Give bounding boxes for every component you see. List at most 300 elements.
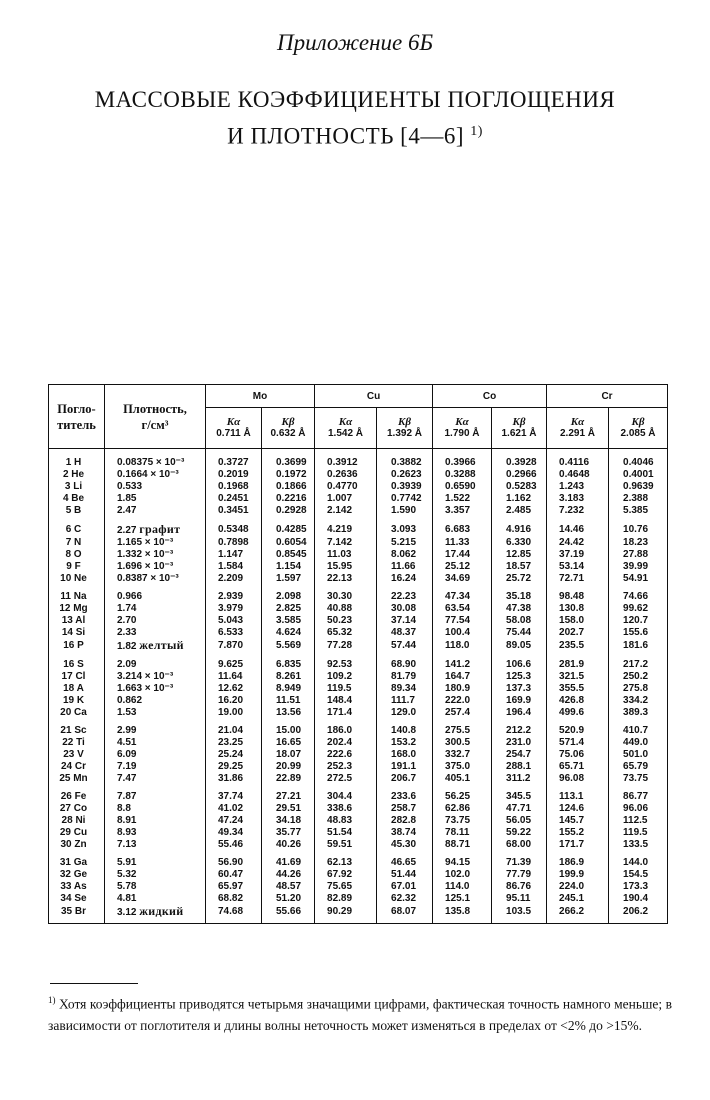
coefficient-cell: 145.7 — [547, 815, 609, 827]
coefficient-cell: 18.23 — [609, 537, 668, 549]
coefficient-cell: 73.75 — [609, 773, 668, 785]
table-row — [49, 615, 668, 627]
line-label: Kα — [455, 416, 469, 428]
coefficient-cell: 0.2019 — [206, 469, 262, 481]
density-value: 1.85 — [117, 493, 137, 504]
coefficient-cell: 206.2 — [609, 905, 668, 924]
density-cell — [105, 707, 206, 719]
density-value: 1.696 × 10⁻³ — [117, 561, 174, 572]
absorber-cell: 24 Cr — [49, 761, 105, 773]
table-row — [49, 505, 668, 517]
coefficient-cell: 102.0 — [433, 869, 492, 881]
density-value: 1.53 — [117, 707, 137, 718]
coefficient-cell: 571.4 — [547, 737, 609, 749]
coefficient-cell: 86.76 — [492, 881, 547, 893]
coefficient-cell: 34.18 — [262, 815, 315, 827]
coefficient-cell: 5.215 — [377, 537, 433, 549]
header-line — [262, 408, 315, 449]
coefficient-cell: 8.261 — [262, 671, 315, 683]
table-row — [49, 671, 668, 683]
coefficient-cell: 141.2 — [433, 653, 492, 671]
footnote-mark: 1) — [48, 995, 56, 1005]
absorber-cell: 20 Ca — [49, 707, 105, 719]
density-cell — [105, 839, 206, 851]
coefficient-cell: 65.79 — [609, 761, 668, 773]
title-line-1: МАССОВЫЕ КОЭФФИЦИЕНТЫ ПОГЛОЩЕНИЯ — [94, 87, 616, 112]
coefficient-cell: 133.5 — [609, 839, 668, 851]
coefficient-cell: 27.21 — [262, 785, 315, 803]
density-cell — [105, 803, 206, 815]
coefficient-cell: 16.24 — [377, 573, 433, 585]
table-row — [49, 719, 668, 737]
coefficient-cell: 6.330 — [492, 537, 547, 549]
coefficient-cell: 1.007 — [315, 493, 377, 505]
coefficient-cell: 426.8 — [547, 695, 609, 707]
absorber-cell: 5 B — [49, 505, 105, 517]
absorber-cell: 22 Ti — [49, 737, 105, 749]
coefficient-cell: 51.20 — [262, 893, 315, 905]
coefficient-cell: 321.5 — [547, 671, 609, 683]
coefficient-cell: 103.5 — [492, 905, 547, 924]
coefficient-cell: 15.00 — [262, 719, 315, 737]
coefficient-cell: 1.154 — [262, 561, 315, 573]
coefficient-cell: 2.098 — [262, 585, 315, 603]
coefficient-cell: 90.29 — [315, 905, 377, 924]
coefficient-cell: 71.39 — [492, 851, 547, 869]
density-value: 3.214 × 10⁻³ — [117, 671, 174, 682]
coefficient-cell: 7.142 — [315, 537, 377, 549]
density-value: 6.09 — [117, 749, 137, 760]
table-row — [49, 737, 668, 749]
coefficient-cell: 1.147 — [206, 549, 262, 561]
table-row — [49, 851, 668, 869]
coefficient-cell: 57.44 — [377, 639, 433, 653]
coefficient-cell: 0.8545 — [262, 549, 315, 561]
coefficient-cell: 235.5 — [547, 639, 609, 653]
coefficient-cell: 11.51 — [262, 695, 315, 707]
coefficient-cell: 0.2966 — [492, 469, 547, 481]
coefficient-cell: 22.13 — [315, 573, 377, 585]
coefficient-cell: 25.12 — [433, 561, 492, 573]
line-label: Kα — [570, 416, 585, 428]
density-cell — [105, 639, 206, 653]
page-title — [30, 84, 680, 153]
coefficient-cell: 53.14 — [547, 561, 609, 573]
density-value: 0.966 — [117, 591, 143, 602]
line-wavelength: 1.621 Å — [501, 428, 537, 439]
density-cell — [105, 561, 206, 573]
coefficient-cell: 130.8 — [547, 603, 609, 615]
coefficient-cell: 78.11 — [433, 827, 492, 839]
coefficient-cell: 355.5 — [547, 683, 609, 695]
coefficient-cell: 3.183 — [547, 493, 609, 505]
coefficient-cell: 22.89 — [262, 773, 315, 785]
coefficient-cell: 10.76 — [609, 517, 668, 537]
absorber-cell: 3 Li — [49, 481, 105, 493]
density-value: 2.33 — [117, 627, 137, 638]
coefficient-cell: 1.243 — [547, 481, 609, 493]
absorber-cell: 25 Mn — [49, 773, 105, 785]
density-value: 8.93 — [117, 827, 137, 838]
coefficient-cell: 100.4 — [433, 627, 492, 639]
coefficient-cell: 0.3912 — [315, 449, 377, 470]
coefficient-cell: 272.5 — [315, 773, 377, 785]
coefficient-cell: 112.5 — [609, 815, 668, 827]
coefficient-cell: 191.1 — [377, 761, 433, 773]
absorber-cell: 23 V — [49, 749, 105, 761]
coefficient-cell: 338.6 — [315, 803, 377, 815]
coefficient-cell: 4.916 — [492, 517, 547, 537]
coefficient-cell: 18.07 — [262, 749, 315, 761]
density-cell — [105, 585, 206, 603]
coefficient-cell: 75.44 — [492, 627, 547, 639]
table-row — [49, 827, 668, 839]
coefficient-cell: 62.32 — [377, 893, 433, 905]
density-value: 0.1664 × 10⁻³ — [117, 469, 179, 480]
density-cell — [105, 653, 206, 671]
absorber-cell: 12 Mg — [49, 603, 105, 615]
coefficient-cell: 288.1 — [492, 761, 547, 773]
coefficient-cell: 67.92 — [315, 869, 377, 881]
coefficient-cell: 68.82 — [206, 893, 262, 905]
coefficient-cell: 0.4001 — [609, 469, 668, 481]
coefficient-cell: 202.4 — [315, 737, 377, 749]
density-value: 5.32 — [117, 869, 137, 880]
coefficient-cell: 0.3966 — [433, 449, 492, 470]
density-value: 2.09 — [117, 659, 137, 670]
coefficient-cell: 171.4 — [315, 707, 377, 719]
coefficient-cell: 12.85 — [492, 549, 547, 561]
coefficient-cell: 0.3882 — [377, 449, 433, 470]
table-row — [49, 695, 668, 707]
coefficient-cell: 56.05 — [492, 815, 547, 827]
coefficient-cell: 22.23 — [377, 585, 433, 603]
coefficient-cell: 77.79 — [492, 869, 547, 881]
coefficient-cell: 137.3 — [492, 683, 547, 695]
table-row — [49, 785, 668, 803]
coefficient-cell: 46.65 — [377, 851, 433, 869]
density-cell — [105, 469, 206, 481]
coefficient-cell: 30.30 — [315, 585, 377, 603]
table-row — [49, 869, 668, 881]
coefficient-cell: 12.62 — [206, 683, 262, 695]
density-value: 2.99 — [117, 725, 137, 736]
absorber-cell: 34 Se — [49, 893, 105, 905]
coefficient-cell: 19.00 — [206, 707, 262, 719]
coefficient-cell: 196.4 — [492, 707, 547, 719]
coefficient-cell: 82.89 — [315, 893, 377, 905]
coefficient-cell: 27.88 — [609, 549, 668, 561]
header-source-mo: Mo — [206, 385, 315, 408]
table-row — [49, 449, 668, 470]
header-source-cu: Cu — [315, 385, 433, 408]
coefficient-cell: 31.86 — [206, 773, 262, 785]
line-wavelength: 2.291 Å — [560, 428, 596, 439]
header-line — [492, 408, 547, 449]
absorber-cell: 2 He — [49, 469, 105, 481]
coefficient-cell: 11.03 — [315, 549, 377, 561]
density-note: желтый — [139, 638, 184, 652]
coefficient-cell: 266.2 — [547, 905, 609, 924]
coefficient-cell: 17.44 — [433, 549, 492, 561]
coefficient-cell: 11.66 — [377, 561, 433, 573]
coefficient-cell: 62.86 — [433, 803, 492, 815]
coefficient-cell: 135.8 — [433, 905, 492, 924]
table-row — [49, 803, 668, 815]
coefficient-cell: 109.2 — [315, 671, 377, 683]
coefficient-cell: 81.79 — [377, 671, 433, 683]
density-cell — [105, 881, 206, 893]
coefficient-cell: 24.42 — [547, 537, 609, 549]
coefficient-cell: 47.24 — [206, 815, 262, 827]
density-value: 2.70 — [117, 615, 137, 626]
coefficient-cell: 45.30 — [377, 839, 433, 851]
density-cell — [105, 851, 206, 869]
density-cell — [105, 869, 206, 881]
coefficient-cell: 5.385 — [609, 505, 668, 517]
coefficient-cell: 3.979 — [206, 603, 262, 615]
coefficient-cell: 21.04 — [206, 719, 262, 737]
header-line — [433, 408, 492, 449]
footnote-text: Хотя коэффициенты приводятся четырьмя значащими цифрами, фактическая точность намного меньше; в зависимости от поглотителя и длины волны неточность может изменяться в пределах от <2% до >15%. — [48, 996, 672, 1033]
coefficient-cell: 40.88 — [315, 603, 377, 615]
coefficient-cell: 7.232 — [547, 505, 609, 517]
table-row — [49, 561, 668, 573]
density-cell — [105, 683, 206, 695]
table-row — [49, 481, 668, 493]
table-row — [49, 749, 668, 761]
coefficient-cell: 1.584 — [206, 561, 262, 573]
coefficient-cell: 202.7 — [547, 627, 609, 639]
coefficient-cell: 217.2 — [609, 653, 668, 671]
coefficient-cell: 99.62 — [609, 603, 668, 615]
coefficient-cell: 0.3928 — [492, 449, 547, 470]
coefficient-cell: 155.2 — [547, 827, 609, 839]
coefficient-cell: 59.22 — [492, 827, 547, 839]
coefficient-cell: 345.5 — [492, 785, 547, 803]
coefficient-cell: 0.7742 — [377, 493, 433, 505]
coefficient-cell: 3.585 — [262, 615, 315, 627]
coefficient-cell: 0.4116 — [547, 449, 609, 470]
coefficient-cell: 4.624 — [262, 627, 315, 639]
table-body — [49, 449, 668, 924]
coefficient-cell: 37.74 — [206, 785, 262, 803]
header-source-cr: Cr — [547, 385, 668, 408]
coefficient-cell: 0.3699 — [262, 449, 315, 470]
coefficient-cell: 41.02 — [206, 803, 262, 815]
coefficient-cell: 48.37 — [377, 627, 433, 639]
coefficient-cell: 212.2 — [492, 719, 547, 737]
density-value: 0.08375 × 10⁻³ — [117, 457, 185, 468]
coefficient-cell: 65.97 — [206, 881, 262, 893]
coefficient-cell: 282.8 — [377, 815, 433, 827]
coefficient-cell: 154.5 — [609, 869, 668, 881]
absorber-cell: 16 P — [49, 639, 105, 653]
coefficient-cell: 37.14 — [377, 615, 433, 627]
table-row — [49, 839, 668, 851]
coefficient-cell: 0.2623 — [377, 469, 433, 481]
header-line — [377, 408, 433, 449]
coefficient-cell: 7.870 — [206, 639, 262, 653]
coefficient-cell: 405.1 — [433, 773, 492, 785]
density-cell — [105, 671, 206, 683]
density-cell — [105, 603, 206, 615]
coefficient-cell: 334.2 — [609, 695, 668, 707]
coefficient-cell: 389.3 — [609, 707, 668, 719]
header-source-co: Co — [433, 385, 547, 408]
coefficient-cell: 257.4 — [433, 707, 492, 719]
line-wavelength: 1.790 Å — [444, 428, 480, 439]
absorber-cell: 30 Zn — [49, 839, 105, 851]
density-value: 1.82 — [117, 641, 137, 652]
density-value: 4.51 — [117, 737, 137, 748]
coefficient-cell: 89.05 — [492, 639, 547, 653]
coefficient-cell: 68.90 — [377, 653, 433, 671]
coefficient-cell: 2.485 — [492, 505, 547, 517]
coefficient-cell: 520.9 — [547, 719, 609, 737]
table-row — [49, 881, 668, 893]
density-value: 7.19 — [117, 761, 137, 772]
absorber-cell: 28 Ni — [49, 815, 105, 827]
coefficient-cell: 77.28 — [315, 639, 377, 653]
coefficient-cell: 1.597 — [262, 573, 315, 585]
coefficient-cell: 48.83 — [315, 815, 377, 827]
coefficient-cell: 25.24 — [206, 749, 262, 761]
coefficient-cell: 58.08 — [492, 615, 547, 627]
title-footnote-mark: 1) — [470, 124, 483, 139]
coefficient-cell: 44.26 — [262, 869, 315, 881]
table-row — [49, 815, 668, 827]
density-cell — [105, 573, 206, 585]
line-label: Kα — [338, 416, 353, 428]
line-wavelength: 1.542 Å — [328, 428, 364, 439]
absorber-cell: 31 Ga — [49, 851, 105, 869]
coefficient-cell: 51.44 — [377, 869, 433, 881]
coefficient-cell: 50.23 — [315, 615, 377, 627]
coefficient-cell: 153.2 — [377, 737, 433, 749]
line-label: Kβ — [398, 416, 411, 428]
density-cell — [105, 719, 206, 737]
coefficient-cell: 148.4 — [315, 695, 377, 707]
coefficient-cell: 47.34 — [433, 585, 492, 603]
coefficient-cell: 48.57 — [262, 881, 315, 893]
table-row — [49, 761, 668, 773]
coefficient-cell: 2.209 — [206, 573, 262, 585]
absorber-cell: 21 Sc — [49, 719, 105, 737]
density-value: 5.91 — [117, 857, 137, 868]
table-row — [49, 549, 668, 561]
coefficient-cell: 56.25 — [433, 785, 492, 803]
density-cell — [105, 749, 206, 761]
absorber-cell: 11 Na — [49, 585, 105, 603]
coefficient-cell: 281.9 — [547, 653, 609, 671]
density-cell — [105, 549, 206, 561]
coefficient-cell: 0.1866 — [262, 481, 315, 493]
absorber-cell: 17 Cl — [49, 671, 105, 683]
table-row — [49, 517, 668, 537]
line-wavelength: 0.632 Å — [270, 428, 306, 439]
coefficient-cell: 63.54 — [433, 603, 492, 615]
absorber-cell: 4 Be — [49, 493, 105, 505]
coefficient-cell: 0.1972 — [262, 469, 315, 481]
coefficient-cell: 37.19 — [547, 549, 609, 561]
coefficient-cell: 6.683 — [433, 517, 492, 537]
coefficient-cell: 118.0 — [433, 639, 492, 653]
coefficient-cell: 65.71 — [547, 761, 609, 773]
header-line — [547, 408, 609, 449]
coefficient-cell: 106.6 — [492, 653, 547, 671]
header-absorber: Погло- титель — [49, 385, 105, 449]
coefficient-cell: 245.1 — [547, 893, 609, 905]
density-cell — [105, 737, 206, 749]
density-cell — [105, 905, 206, 924]
coefficient-cell: 375.0 — [433, 761, 492, 773]
coefficient-cell: 67.01 — [377, 881, 433, 893]
density-cell — [105, 761, 206, 773]
coefficient-cell: 311.2 — [492, 773, 547, 785]
table-row — [49, 603, 668, 615]
coefficient-cell: 35.77 — [262, 827, 315, 839]
coefficient-cell: 186.0 — [315, 719, 377, 737]
density-cell — [105, 493, 206, 505]
coefficient-cell: 164.7 — [433, 671, 492, 683]
coefficient-cell: 29.51 — [262, 803, 315, 815]
coefficient-cell: 0.6590 — [433, 481, 492, 493]
coefficient-cell: 86.77 — [609, 785, 668, 803]
absorber-cell: 32 Ge — [49, 869, 105, 881]
line-label: Kα — [226, 416, 241, 428]
density-value: 7.47 — [117, 773, 137, 784]
absorber-cell: 1 H — [49, 449, 105, 470]
coefficient-cell: 55.66 — [262, 905, 315, 924]
density-cell — [105, 615, 206, 627]
line-label: Kβ — [512, 416, 526, 428]
coefficient-cell: 4.219 — [315, 517, 377, 537]
absorber-cell: 27 Co — [49, 803, 105, 815]
coefficient-cell: 0.2216 — [262, 493, 315, 505]
coefficient-cell: 0.5283 — [492, 481, 547, 493]
coefficient-cell: 34.69 — [433, 573, 492, 585]
coefficient-cell: 3.093 — [377, 517, 433, 537]
coefficient-cell: 501.0 — [609, 749, 668, 761]
coefficient-cell: 120.7 — [609, 615, 668, 627]
coefficient-cell: 181.6 — [609, 639, 668, 653]
coefficient-cell: 62.13 — [315, 851, 377, 869]
absorption-table-container — [48, 384, 667, 924]
coefficient-cell: 25.72 — [492, 573, 547, 585]
coefficient-cell: 158.0 — [547, 615, 609, 627]
coefficient-cell: 111.7 — [377, 695, 433, 707]
coefficient-cell: 252.3 — [315, 761, 377, 773]
coefficient-cell: 72.71 — [547, 573, 609, 585]
absorber-cell: 14 Si — [49, 627, 105, 639]
density-value: 5.78 — [117, 881, 137, 892]
coefficient-cell: 59.51 — [315, 839, 377, 851]
coefficient-cell: 410.7 — [609, 719, 668, 737]
coefficient-cell: 49.34 — [206, 827, 262, 839]
coefficient-cell: 15.95 — [315, 561, 377, 573]
coefficient-cell: 20.99 — [262, 761, 315, 773]
header-line — [609, 408, 668, 449]
density-value: 1.165 × 10⁻³ — [117, 537, 174, 548]
coefficient-cell: 60.47 — [206, 869, 262, 881]
coefficient-cell: 180.9 — [433, 683, 492, 695]
coefficient-cell: 35.18 — [492, 585, 547, 603]
coefficient-cell: 168.0 — [377, 749, 433, 761]
density-cell — [105, 449, 206, 470]
coefficient-cell: 68.07 — [377, 905, 433, 924]
coefficient-cell: 11.33 — [433, 537, 492, 549]
